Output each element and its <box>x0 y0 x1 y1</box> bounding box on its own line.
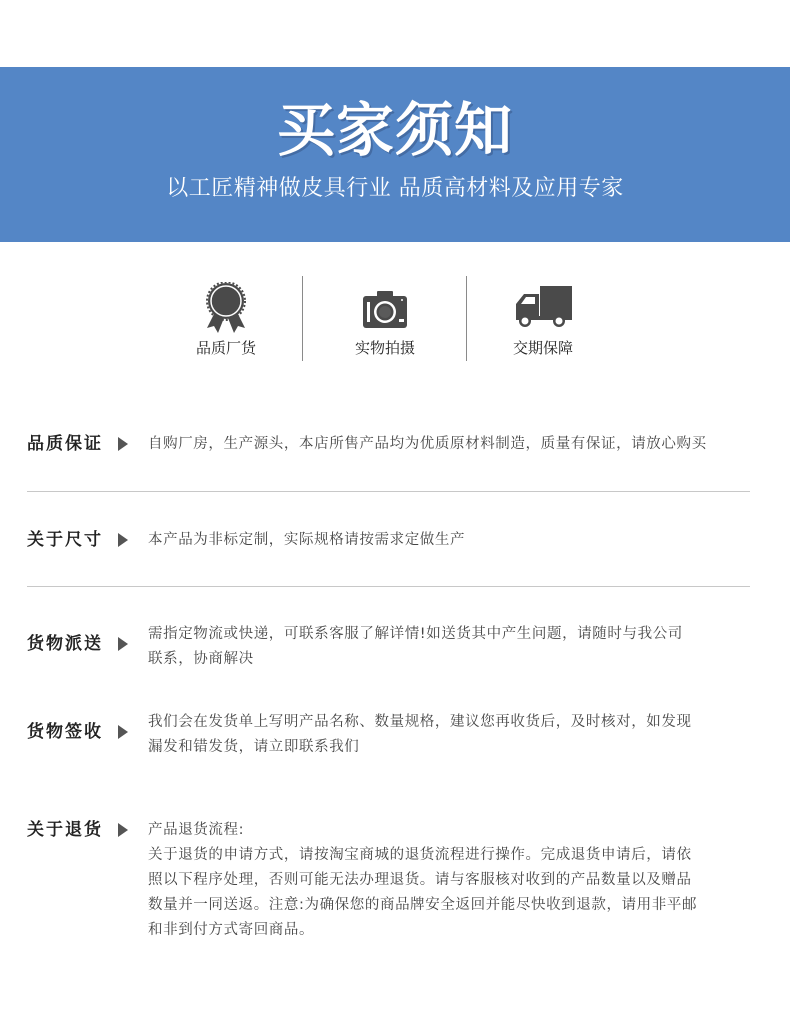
feature-label: 实物拍摄 <box>354 339 415 357</box>
triangle-right-icon <box>118 437 128 451</box>
section-divider <box>27 491 750 492</box>
triangle-right-icon <box>118 637 128 651</box>
award-ribbon-icon <box>201 282 251 334</box>
notice-text: 自购厂房，生产源头，本店所售产品均为优质原材料制造，质量有保证，请放心购买 <box>148 436 707 452</box>
notice-label: 关于退货 <box>27 820 103 840</box>
feature-real-photos <box>335 276 435 362</box>
notice-text: 我们会在发货单上写明产品名称、数量规格，建议您再收货后，及时核对，如发现 漏发和错发货，请立即联系我们 <box>148 714 692 755</box>
feature-divider <box>466 276 467 361</box>
page-subtitle: 以工匠精神做皮具行业 品质高材料及应用专家 <box>166 176 624 201</box>
notice-text: 需指定物流或快递，可联系客服了解详情!如送货其中产生问题，请随时与我公司 联系，协商解决 <box>148 626 683 667</box>
header-banner <box>0 67 790 242</box>
feature-label: 交期保障 <box>512 339 573 357</box>
notice-label: 货物签收 <box>27 722 103 742</box>
page-title: 买家须知 <box>276 96 513 164</box>
feature-divider <box>302 276 303 361</box>
notice-label: 品质保证 <box>27 434 103 454</box>
notice-label: 货物派送 <box>27 634 103 654</box>
camera-icon <box>360 288 410 332</box>
feature-strip <box>0 276 790 362</box>
triangle-right-icon <box>118 725 128 739</box>
notice-text: 产品退货流程: 关于退货的申请方式，请按淘宝商城的退货流程进行操作。完成退货申请后，请依 照以下程序处理，否则可能无法办理退货。请与客服核对收到的产品数量以及赠品 数量并一同送返。注意:为确保您的商品牌安全返回并能尽快收到退款，请用非平邮 和非到付方式寄回商品。 <box>148 822 698 938</box>
notice-text: 本产品为非标定制，实际规格请按需求定做生产 <box>148 532 466 548</box>
notice-label: 关于尺寸 <box>27 530 103 550</box>
section-divider <box>27 586 750 587</box>
feature-quality-factory <box>176 276 276 362</box>
triangle-right-icon <box>118 823 128 837</box>
feature-delivery-guarantee <box>493 276 593 362</box>
delivery-truck-icon <box>512 284 574 328</box>
feature-label: 品质厂货 <box>195 339 256 357</box>
triangle-right-icon <box>118 533 128 547</box>
